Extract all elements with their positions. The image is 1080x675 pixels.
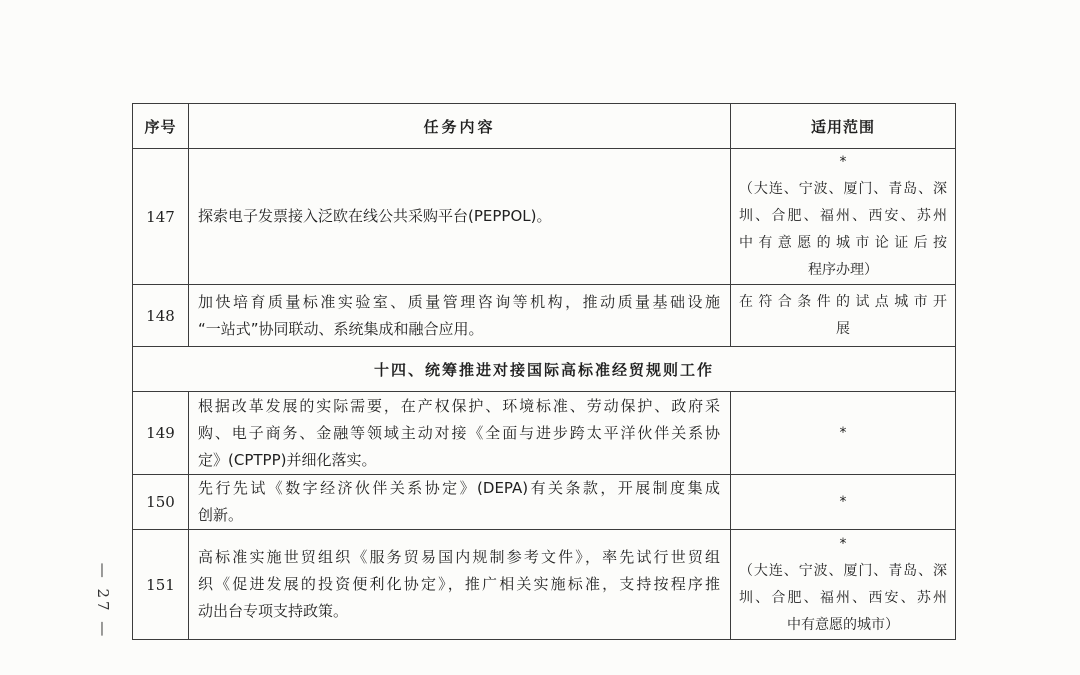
section-row [133,347,956,392]
table-header-row [133,104,956,149]
task-table [132,103,956,640]
task-line: “一站式”协同联动、系统集成和融合应用。 [198,319,484,338]
task-line: 探索电子发票接入泛欧在线公共采购平台(PEPPOL)。 [198,207,552,225]
header-task: 任务内容 [189,104,731,149]
scope-content [731,392,956,475]
scope-line: 程序办理） [808,262,878,278]
task-line: 定》(CPTPP)并细化落实。 [198,450,377,469]
row-number: 148 [133,285,189,347]
row-number: 150 [133,475,189,530]
row-number: 147 [133,149,189,285]
task-line: 先行先试《数字经济伙伴关系协定》(DEPA)有关条款，开展制度集成 [198,479,720,497]
scope-line: （大连、宁波、厦门、青岛、深 [739,181,947,197]
table-row [133,149,956,285]
task-content [189,149,731,285]
scope-line: （大连、宁波、厦门、青岛、深 [739,562,947,579]
table-row [133,475,956,530]
scope-line: 圳、合肥、福州、西安、苏州 [739,208,947,224]
task-line: 织《促进发展的投资便利化协定》，推广相关实施标准，支持按程序推 [198,575,720,593]
scope-line: 圳、合肥、福州、西安、苏州 [739,589,947,606]
page-number: — 27 — [94,562,112,640]
header-scope: 适用范围 [731,104,956,149]
task-line: 动出台专项支持政策。 [198,602,349,620]
scope-line: 展 [836,320,850,337]
task-content [189,475,731,530]
task-line: 加快培育质量标准实验室、质量管理咨询等机构，推动质量基础设施 [198,292,720,311]
task-content [189,392,731,475]
header-no: 序号 [133,104,189,149]
scope-content [731,475,956,530]
table-row [133,285,956,347]
scope-line: 在符合条件的试点城市开 [739,293,947,310]
task-line: 高标准实施世贸组织《服务贸易国内规制参考文件》，率先试行世贸组 [198,548,720,566]
task-line: 购、电子商务、金融等领域主动对接《全面与进步跨太平洋伙伴关系协 [198,423,720,442]
table-row [133,392,956,475]
scope-line: 中有意愿的城市） [787,616,899,633]
row-number: 149 [133,392,189,475]
scope-line: * [839,424,847,441]
scope-content [731,285,956,347]
task-content [189,530,731,640]
scope-content [731,149,956,285]
task-line: 根据改革发展的实际需要，在产权保护、环境标准、劳动保护、政府采 [198,396,720,415]
row-number: 151 [133,530,189,640]
scope-content [731,530,956,640]
scope-line: * [839,535,847,552]
scope-line: * [839,154,847,170]
scope-line: * [839,493,847,510]
task-line: 创新。 [198,506,244,524]
scope-line: 中有意愿的城市论证后按 [739,235,947,251]
table-row [133,530,956,640]
task-content [189,285,731,347]
section-title: 十四、统筹推进对接国际高标准经贸规则工作 [133,347,956,392]
